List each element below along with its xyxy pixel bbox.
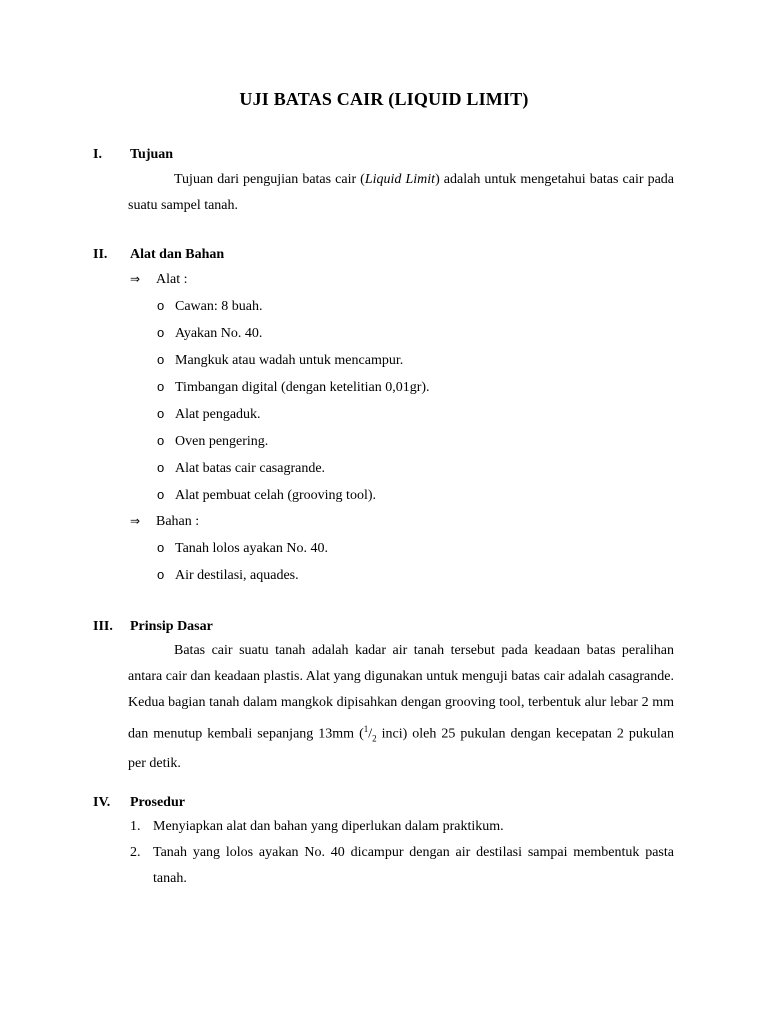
list-item xyxy=(157,298,262,315)
alat-label: Alat : xyxy=(156,272,188,287)
alat-item-text: Alat batas cair casagrande. xyxy=(175,461,326,476)
bullet-icon: o xyxy=(157,433,165,448)
double-arrow-icon: ⇒ xyxy=(130,514,141,528)
section-1-text-b: ) adalah untuk mengetahui batas cair pada suatu sampel tanah. xyxy=(128,172,674,213)
list-item xyxy=(157,567,299,584)
double-arrow-icon: ⇒ xyxy=(130,272,141,286)
step-text: Tanah yang lolos ayakan No. 40 dicampur dengan air destilasi sampai membentuk pasta tanah. xyxy=(153,845,674,886)
section-1-number: I. xyxy=(93,147,102,162)
bullet-icon: o xyxy=(157,352,165,367)
document-title: UJI BATAS CAIR (LIQUID LIMIT) xyxy=(239,89,529,109)
bahan-heading xyxy=(130,514,199,530)
bullet-icon: o xyxy=(157,567,165,582)
list-item xyxy=(157,352,403,369)
bullet-icon: o xyxy=(157,325,165,340)
section-3-paragraph xyxy=(128,638,674,777)
section-2-title: Alat dan Bahan xyxy=(130,247,225,262)
section-1-text-italic: Liquid Limit xyxy=(364,172,436,187)
bahan-item-text: Tanah lolos ayakan No. 40. xyxy=(175,541,328,556)
alat-item-text: Ayakan No. 40. xyxy=(175,326,263,341)
bahan-item-text: Air destilasi, aquades. xyxy=(175,568,299,583)
fraction-slash: / xyxy=(368,726,373,742)
section-1-paragraph xyxy=(128,167,674,219)
procedure-step xyxy=(130,814,674,840)
list-item xyxy=(157,487,376,504)
alat-item-text: Oven pengering. xyxy=(175,434,269,449)
section-2-number: II. xyxy=(93,247,108,262)
bahan-label: Bahan : xyxy=(156,514,200,529)
alat-item-text: Timbangan digital (dengan ketelitian 0,01gr). xyxy=(175,380,430,395)
fraction-denominator: 2 xyxy=(372,733,377,744)
bullet-icon: o xyxy=(157,379,165,394)
section-4-number: IV. xyxy=(93,795,111,810)
section-3-title: Prinsip Dasar xyxy=(130,619,213,634)
bullet-icon: o xyxy=(157,460,165,475)
bullet-icon: o xyxy=(157,406,165,421)
alat-item-text: Alat pembuat celah (grooving tool). xyxy=(175,488,376,503)
section-3-number: III. xyxy=(93,619,113,634)
list-item xyxy=(157,379,430,396)
section-3-text-a: Batas cair suatu tanah adalah kadar air tanah tersebut pada keadaan batas peralihan antara cair dan keadaan plastis. Alat yang digunakan untuk menguji batas cair adalah casagrande. Kedua bagian tanah dalam mangkok dipisahkan dengan grooving tool, terbentuk alur lebar 2 mm dan menutup kembali sepanjang 13mm ( xyxy=(128,643,674,742)
fraction-numerator: 1 xyxy=(363,724,369,734)
alat-heading xyxy=(130,272,188,288)
alat-item-text: Cawan: 8 buah. xyxy=(175,299,263,314)
list-item xyxy=(157,433,268,450)
procedure-step xyxy=(130,840,674,892)
list-item xyxy=(157,325,262,342)
list-item xyxy=(157,540,328,557)
section-1-text-a: Tujuan dari pengujian batas cair ( xyxy=(174,172,365,187)
section-4-title: Prosedur xyxy=(130,795,185,810)
alat-item-text: Mangkuk atau wadah untuk mencampur. xyxy=(175,353,404,368)
list-item xyxy=(157,460,325,477)
step-text: Menyiapkan alat dan bahan yang diperlukan dalam praktikum. xyxy=(153,819,504,834)
section-3-text-b: inci) oleh 25 pukulan dengan kecepatan 2 pukulan per detik. xyxy=(128,726,674,772)
bullet-icon: o xyxy=(157,487,165,502)
bullet-icon: o xyxy=(157,298,165,313)
section-1-title: Tujuan xyxy=(130,147,174,162)
alat-item-text: Alat pengaduk. xyxy=(175,407,261,422)
step-number: 1. xyxy=(130,819,141,834)
list-item xyxy=(157,406,261,423)
step-number: 2. xyxy=(130,845,141,860)
bullet-icon: o xyxy=(157,540,165,555)
